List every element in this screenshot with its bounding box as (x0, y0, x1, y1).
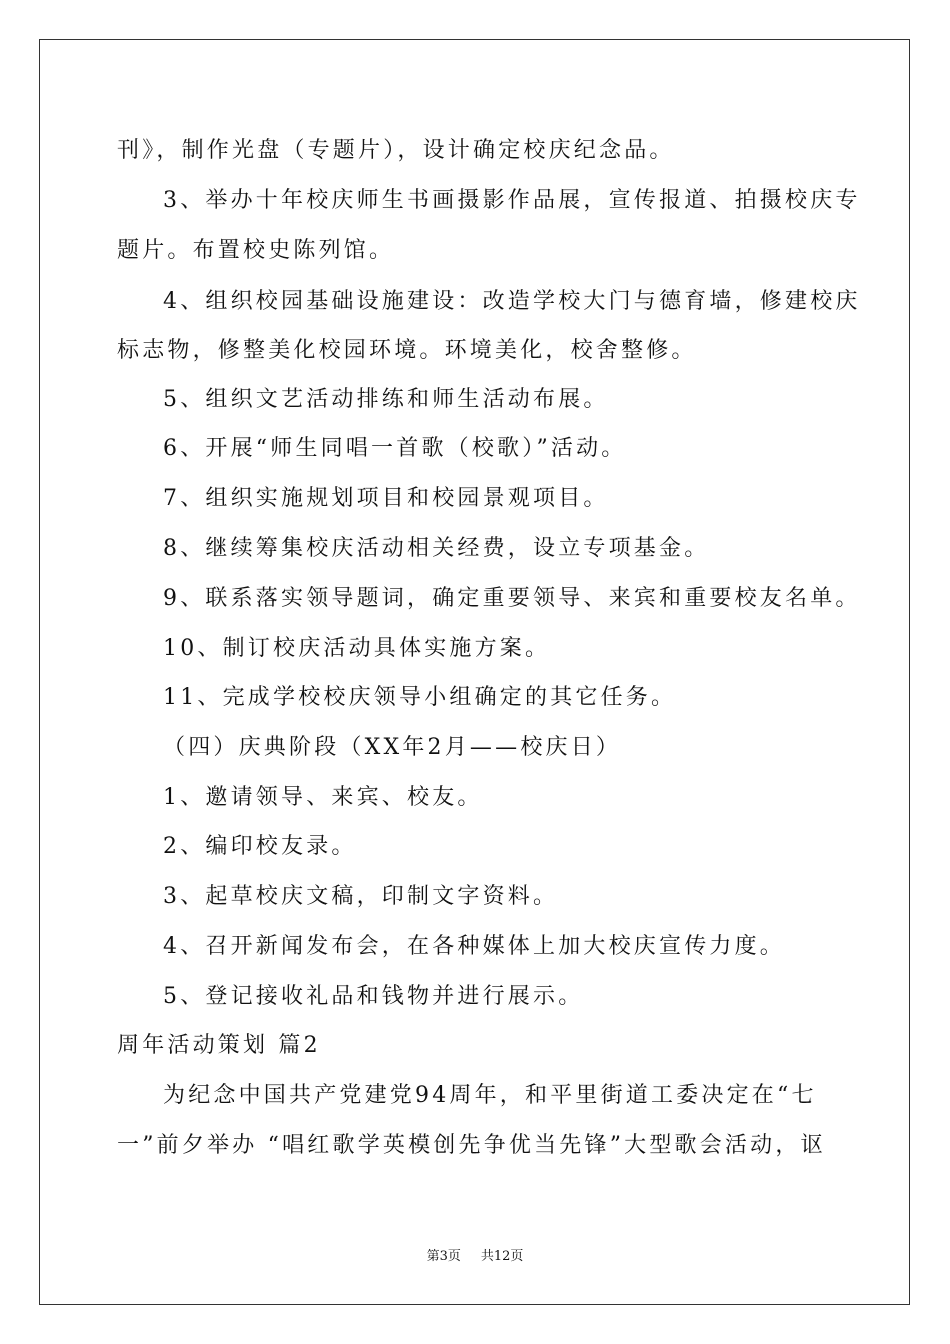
text-line: 5、组织文艺活动排练和师生活动布展。 (163, 387, 609, 412)
text-line: 11、完成学校校庆领导小组确定的其它任务。 (163, 685, 677, 710)
text-line: 3、举办十年校庆师生书画摄影作品展，宣传报道、拍摄校庆专 (163, 188, 861, 213)
text-line: 标志物，修整美化校园环境。环境美化，校舍整修。 (117, 338, 697, 363)
page-border (39, 39, 910, 1305)
page-footer (0, 1249, 950, 1265)
text-line: 3、起草校庆文稿，印制文字资料。 (163, 884, 559, 909)
text-line: 10、制订校庆活动具体实施方案。 (163, 636, 551, 661)
text-line: 5、登记接收礼品和钱物并进行展示。 (163, 984, 584, 1009)
text-line: 8、继续筹集校庆活动相关经费，设立专项基金。 (163, 536, 710, 561)
page-number: 第3页 (426, 1249, 461, 1264)
section-heading: （四）庆典阶段（XX年2月——校庆日） (163, 735, 622, 760)
text-line: 为纪念中国共产党建党94周年，和平里街道工委决定在“七 (163, 1083, 817, 1108)
text-line: 题片。布置校史陈列馆。 (117, 238, 395, 263)
article-heading: 周年活动策划 篇2 (117, 1033, 321, 1058)
text-line: 7、组织实施规划项目和校园景观项目。 (163, 486, 609, 511)
text-line: 9、联系落实领导题词，确定重要领导、来宾和重要校友名单。 (163, 586, 861, 611)
text-line: 刊》，制作光盘（专题片），设计确定校庆纪念品。 (117, 138, 675, 163)
text-line: 1、邀请领导、来宾、校友。 (163, 785, 483, 810)
text-line: 2、编印校友录。 (163, 834, 357, 859)
page-total: 共12页 (480, 1249, 524, 1264)
text-line: 6、开展“师生同唱一首歌（校歌）”活动。 (163, 436, 627, 461)
text-line: 4、召开新闻发布会，在各种媒体上加大校庆宣传力度。 (163, 934, 785, 959)
text-line: 4、组织校园基础设施建设：改造学校大门与德育墙，修建校庆 (163, 289, 861, 314)
text-line: 一”前夕举办 “唱红歌学英模创先争优当先锋”大型歌会活动，讴 (117, 1133, 826, 1158)
